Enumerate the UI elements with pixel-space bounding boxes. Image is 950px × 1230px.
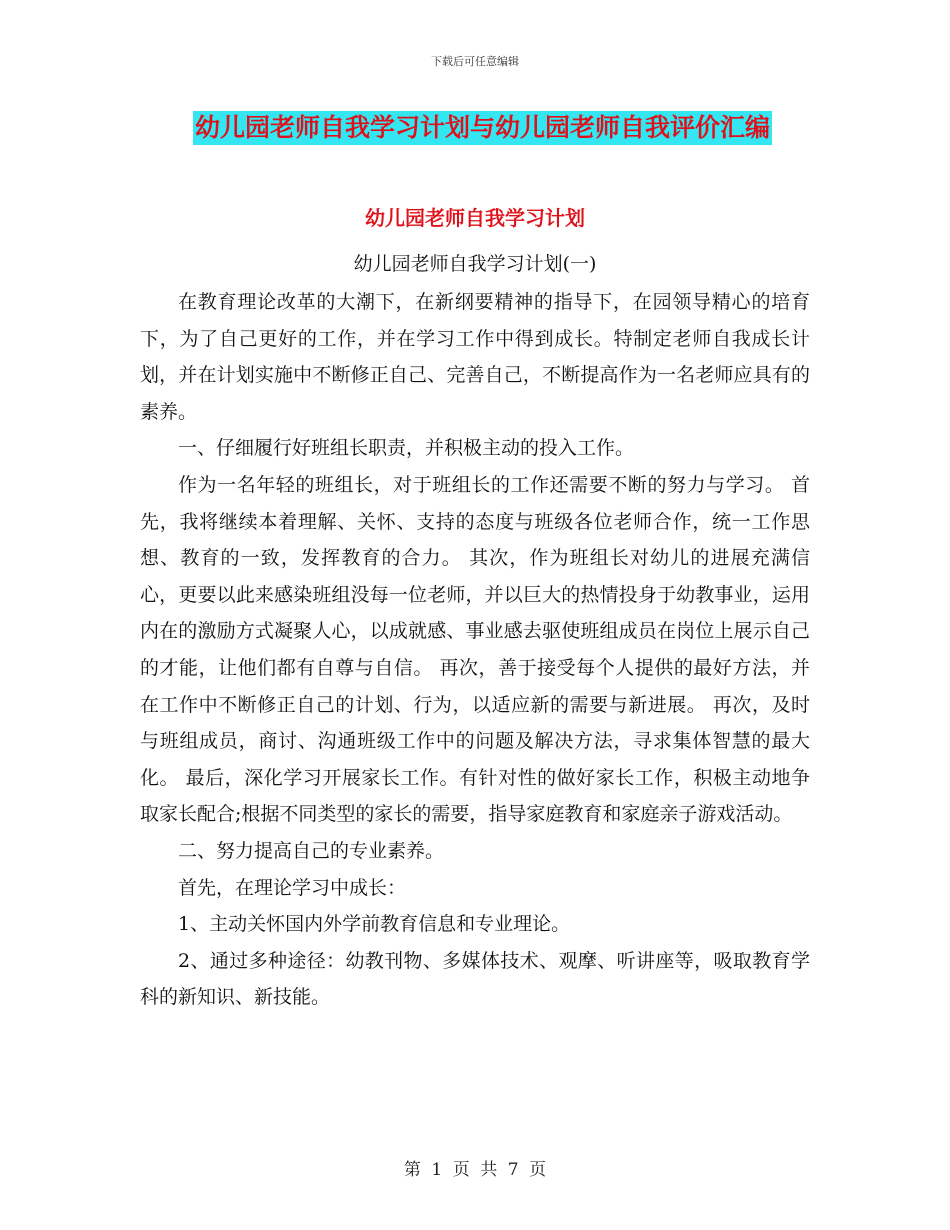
sub-title: 幼儿园老师自我学习计划(一) [353, 253, 597, 275]
paragraph-item-two: 2、通过多种途径：幼教刊物、多媒体技术、观摩、听讲座等，吸取教育学科的新知识、新技能。 [140, 949, 810, 1009]
section-title: 幼儿园老师自我学习计划 [365, 206, 585, 230]
paragraph-heading-two: 二、努力提高自己的专业素养。 [178, 839, 445, 862]
page-number: 第 1 页 共 7 页 [403, 1160, 547, 1180]
paragraph-intro: 在教育理论改革的大潮下，在新纲要精神的指导下，在园领导精心的培育下，为了自己更好的工作，并在学习工作中得到成长。特制定老师自我成长计划，并在计划实施中不断修正自己、完善自己，不断提高作为一名老师应具有的素养。 [140, 291, 810, 423]
document-body [140, 284, 810, 1016]
paragraph-team-leader: 作为一名年轻的班组长，对于班组长的工作还需要不断的努力与学习。 首先，我将继续本着理解、关怀、支持的态度与班级各位老师合作，统一工作思想、教育的一致，发挥教育的合力。 其次，作为班组长对幼儿的进展充满信心，更要以此来感染班组没每一位老师，并以巨大的热情投身于幼教事业，运用内在的激励方式凝聚人心，以成就感、事业感去驱使班组成员在岗位上展示自己的才能，让他们都有自尊与自信。 再次，善于接受每个人提供的最好方法，并在工作中不断修正自己的计划、行为，以适应新的需要与新进展。 再次，及时与班组成员，商讨、沟通班级工作中的问题及解决方法，寻求集体智慧的最大化。 最后，深化学习开展家长工作。有针对性的做好家长工作，积极主动地争取家长配合;根据不同类型的家长的需要，指导家庭教育和家庭亲子游戏活动。 [140, 473, 810, 826]
document-main-title: 幼儿园老师自我学习计划与幼儿园老师自我评价汇编 [193, 111, 772, 145]
header-note: 下载后可任意编辑 [431, 55, 519, 68]
paragraph-heading-one: 一、仔细履行好班组长职责，并积极主动的投入工作。 [178, 437, 635, 460]
paragraph-theory-learning: 首先，在理论学习中成长： [178, 876, 407, 899]
paragraph-item-one: 1、主动关怀国内外学前教育信息和专业理论。 [178, 913, 571, 936]
